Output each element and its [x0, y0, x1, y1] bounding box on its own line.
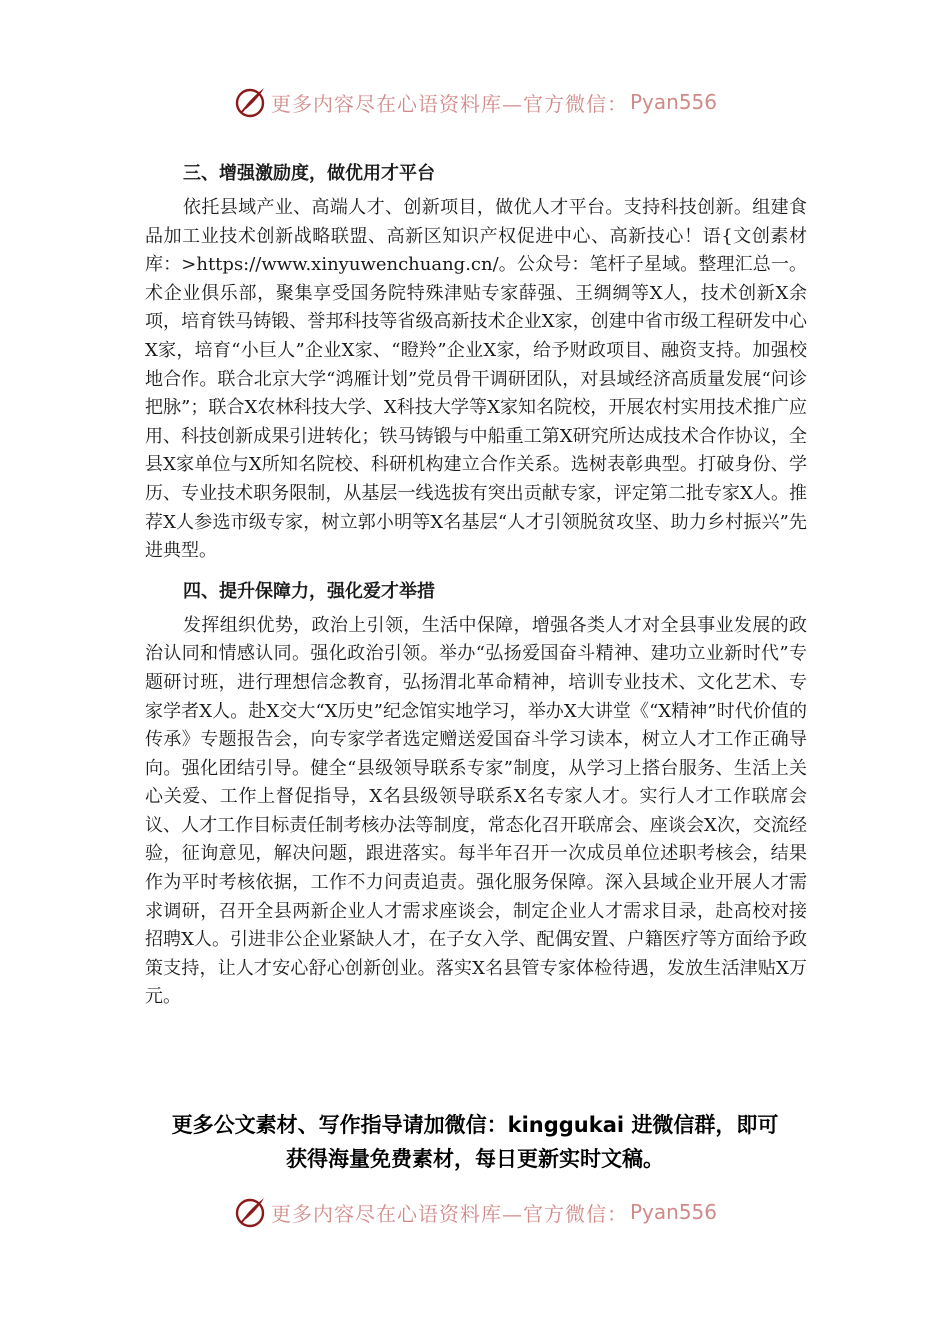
promo-notice	[130, 1108, 820, 1176]
section-paragraph: 依托县域产业、高端人才、创新项目，做优人才平台。支持科技创新。组建食品加工业技术创新战略联盟、高新区知识产权促进中心、高新技心！语{文创素材库：>https://www.xinyuwenchuang.cn/。公众号：笔杆子星域。整理汇总一。术企业俱乐部，聚集享受国务院特殊津贴专家薛强、王绸绸等X人，技术创新X余项，培育铁马铸锻、誉邦科技等省级高新技术企业X家，创建中省市级工程研发中心X家，培育“小巨人”企业X家、“瞪羚”企业X家，给予财政项目、融资支持。加强校地合作。联合北京大学“鸿雁计划”党员骨干调研团队，对县域经济高质量发展“问诊把脉”；联合X农林科技大学、X科技大学等X家知名院校，开展农村实用技术推广应用、科技创新成果引进转化；铁马铸锻与中船重工第X研究所达成技术合作协议，全县X家单位与X所知名院校、科研机构建立合作关系。选树表彰典型。打破身份、学历、专业技术职务限制，从基层一线选拔有突出贡献专家，评定第二批专家X人。推荐X人参选市级专家，树立郭小明等X名基层“人才引领脱贫攻坚、助力乡村振兴”先进典型。	[145, 197, 807, 562]
header-banner	[0, 80, 950, 124]
banner-wechat-id: Pyan556	[629, 90, 717, 114]
quill-logo-icon	[233, 85, 267, 119]
section-heading: 四、提升保障力，强化爱才举措	[183, 580, 435, 602]
promo-line-2: 获得海量免费素材，每日更新实时文稿。	[286, 1147, 664, 1171]
document-body	[145, 160, 807, 1024]
section-3	[145, 160, 807, 566]
section-4	[145, 578, 807, 1012]
quill-logo-icon	[233, 1195, 267, 1229]
footer-banner	[0, 1190, 950, 1234]
section-heading: 三、增强激励度，做优用才平台	[183, 163, 435, 184]
banner-text: 更多内容尽在心语资料库—官方微信：	[270, 91, 628, 116]
banner-text: 更多内容尽在心语资料库—官方微信：	[270, 1201, 628, 1226]
banner-wechat-id: Pyan556	[629, 1200, 717, 1224]
section-paragraph: 发挥组织优势，政治上引领，生活中保障，增强各类人才对全县事业发展的政治认同和情感认同。强化政治引领。举办“弘扬爱国奋斗精神、建功立业新时代”专题研讨班，进行理想信念教育，弘扬渭北革命精神，培训专业技术、文化艺术、专家学者X人。赴X交大“X历史”纪念馆实地学习，举办X大讲堂《“X精神”时代价值的传承》专题报告会，向专家学者选定赠送爱国奋斗学习读本，树立人才工作正确导向。强化团结引导。健全“县级领导联系专家”制度，从学习上搭台服务、生活上关心关爱、工作上督促指导，X名县级领导联系X名专家人才。实行人才工作联席会议、人才工作目标责任制考核办法等制度，常态化召开联席会、座谈会X次，交流经验，征询意见，解决问题，跟进落实。每半年召开一次成员单位述职考核会，结果作为平时考核依据，工作不力问责追责。强化服务保障。深入县域企业开展人才需求调研，召开全县两新企业人才需求座谈会，制定企业人才需求目录，赴高校对接招聘X人。引进非公企业紧缺人才，在子女入学、配偶安置、户籍医疗等方面给予政策支持，让人才安心舒心创新创业。落实X名县管专家体检待遇，发放生活津贴X万元。	[145, 614, 807, 1008]
promo-line-1: 更多公文素材、写作指导请加微信：kinggukai 进微信群，即可	[171, 1113, 779, 1137]
